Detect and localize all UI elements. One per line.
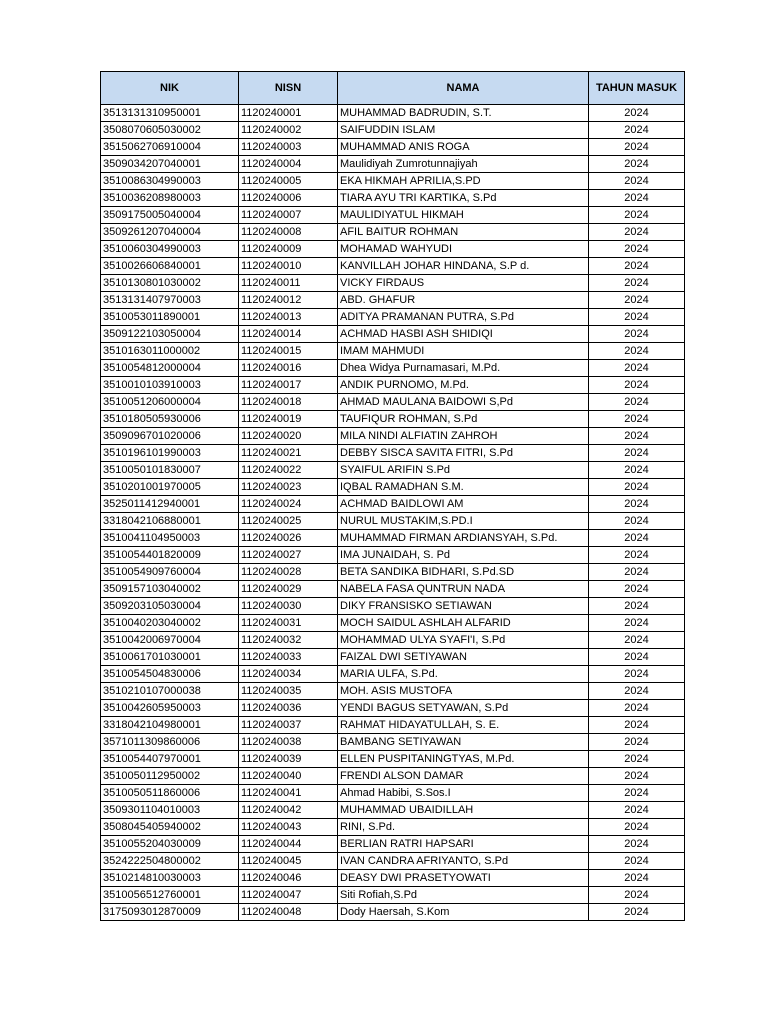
cell-nama: ACHMAD BAIDLOWI AM bbox=[338, 496, 589, 513]
cell-tahun-masuk: 2024 bbox=[589, 785, 685, 802]
cell-nik: 3510051206000004 bbox=[101, 394, 239, 411]
table-row bbox=[101, 564, 685, 581]
cell-nik: 3508045405940002 bbox=[101, 819, 239, 836]
cell-nik: 3510026606840001 bbox=[101, 258, 239, 275]
cell-nisn: 1120240041 bbox=[239, 785, 338, 802]
cell-nisn: 1120240017 bbox=[239, 377, 338, 394]
cell-nik: 3510061701030001 bbox=[101, 649, 239, 666]
cell-tahun-masuk: 2024 bbox=[589, 445, 685, 462]
cell-nisn: 1120240044 bbox=[239, 836, 338, 853]
cell-nisn: 1120240002 bbox=[239, 122, 338, 139]
cell-nama: MOH. ASIS MUSTOFA bbox=[338, 683, 589, 700]
cell-nik: 3318042104980001 bbox=[101, 717, 239, 734]
cell-nama: IMAM MAHMUDI bbox=[338, 343, 589, 360]
cell-tahun-masuk: 2024 bbox=[589, 428, 685, 445]
cell-nama: DEBBY SISCA SAVITA FITRI, S.Pd bbox=[338, 445, 589, 462]
cell-tahun-masuk: 2024 bbox=[589, 275, 685, 292]
cell-nik: 3510130801030002 bbox=[101, 275, 239, 292]
cell-tahun-masuk: 2024 bbox=[589, 105, 685, 122]
cell-nama: MUHAMMAD BADRUDIN, S.T. bbox=[338, 105, 589, 122]
cell-nisn: 1120240007 bbox=[239, 207, 338, 224]
header-row bbox=[101, 72, 685, 105]
cell-nik: 3510041104950003 bbox=[101, 530, 239, 547]
table-row bbox=[101, 547, 685, 564]
cell-nama: TIARA AYU TRI KARTIKA, S.Pd bbox=[338, 190, 589, 207]
cell-nisn: 1120240012 bbox=[239, 292, 338, 309]
table-row bbox=[101, 734, 685, 751]
cell-nama: MOCH SAIDUL ASHLAH ALFARID bbox=[338, 615, 589, 632]
cell-nik: 3510040203040002 bbox=[101, 615, 239, 632]
cell-nisn: 1120240040 bbox=[239, 768, 338, 785]
cell-tahun-masuk: 2024 bbox=[589, 122, 685, 139]
cell-tahun-masuk: 2024 bbox=[589, 853, 685, 870]
cell-tahun-masuk: 2024 bbox=[589, 207, 685, 224]
cell-nama: NABELA FASA QUNTRUN NADA bbox=[338, 581, 589, 598]
cell-nama: SAIFUDDIN ISLAM bbox=[338, 122, 589, 139]
table-row bbox=[101, 870, 685, 887]
cell-nisn: 1120240027 bbox=[239, 547, 338, 564]
cell-nik: 3510196101990003 bbox=[101, 445, 239, 462]
cell-nisn: 1120240003 bbox=[239, 139, 338, 156]
cell-nisn: 1120240013 bbox=[239, 309, 338, 326]
header-nisn: NISN bbox=[239, 72, 338, 105]
cell-tahun-masuk: 2024 bbox=[589, 360, 685, 377]
cell-tahun-masuk: 2024 bbox=[589, 768, 685, 785]
cell-tahun-masuk: 2024 bbox=[589, 173, 685, 190]
table-row bbox=[101, 462, 685, 479]
table-row bbox=[101, 190, 685, 207]
cell-tahun-masuk: 2024 bbox=[589, 615, 685, 632]
cell-nisn: 1120240020 bbox=[239, 428, 338, 445]
cell-tahun-masuk: 2024 bbox=[589, 547, 685, 564]
cell-tahun-masuk: 2024 bbox=[589, 190, 685, 207]
cell-nik: 3510055204030009 bbox=[101, 836, 239, 853]
cell-nik: 3509096701020006 bbox=[101, 428, 239, 445]
cell-tahun-masuk: 2024 bbox=[589, 751, 685, 768]
table-row bbox=[101, 751, 685, 768]
cell-nisn: 1120240028 bbox=[239, 564, 338, 581]
cell-nik: 3509122103050004 bbox=[101, 326, 239, 343]
cell-nama: MUHAMMAD FIRMAN ARDIANSYAH, S.Pd. bbox=[338, 530, 589, 547]
cell-nisn: 1120240016 bbox=[239, 360, 338, 377]
cell-nama: EKA HIKMAH APRILIA,S.PD bbox=[338, 173, 589, 190]
cell-tahun-masuk: 2024 bbox=[589, 819, 685, 836]
cell-tahun-masuk: 2024 bbox=[589, 224, 685, 241]
table-row bbox=[101, 904, 685, 921]
cell-nik: 3509301104010003 bbox=[101, 802, 239, 819]
cell-nama: AHMAD MAULANA BAIDOWI S,Pd bbox=[338, 394, 589, 411]
header-nama: NAMA bbox=[338, 72, 589, 105]
table-row bbox=[101, 241, 685, 258]
table-row bbox=[101, 700, 685, 717]
cell-nisn: 1120240029 bbox=[239, 581, 338, 598]
cell-tahun-masuk: 2024 bbox=[589, 836, 685, 853]
header-nik: NIK bbox=[101, 72, 239, 105]
cell-nisn: 1120240038 bbox=[239, 734, 338, 751]
table-row bbox=[101, 275, 685, 292]
cell-nisn: 1120240043 bbox=[239, 819, 338, 836]
cell-tahun-masuk: 2024 bbox=[589, 394, 685, 411]
cell-tahun-masuk: 2024 bbox=[589, 343, 685, 360]
table-header bbox=[101, 72, 685, 105]
cell-nisn: 1120240010 bbox=[239, 258, 338, 275]
cell-nama: MOHAMAD WAHYUDI bbox=[338, 241, 589, 258]
table-row bbox=[101, 326, 685, 343]
table-row bbox=[101, 105, 685, 122]
table-row bbox=[101, 666, 685, 683]
cell-nisn: 1120240014 bbox=[239, 326, 338, 343]
cell-nisn: 1120240008 bbox=[239, 224, 338, 241]
cell-nik: 3175093012870009 bbox=[101, 904, 239, 921]
table-row bbox=[101, 853, 685, 870]
cell-nama: Maulidiyah Zumrotunnajiyah bbox=[338, 156, 589, 173]
cell-nama: YENDI BAGUS SETYAWAN, S.Pd bbox=[338, 700, 589, 717]
cell-nisn: 1120240047 bbox=[239, 887, 338, 904]
cell-nama: RINI, S.Pd. bbox=[338, 819, 589, 836]
cell-tahun-masuk: 2024 bbox=[589, 156, 685, 173]
cell-nik: 3510210107000038 bbox=[101, 683, 239, 700]
cell-nama: ACHMAD HASBI ASH SHIDIQI bbox=[338, 326, 589, 343]
cell-nama: DEASY DWI PRASETYOWATI bbox=[338, 870, 589, 887]
cell-nama: ANDIK PURNOMO, M.Pd. bbox=[338, 377, 589, 394]
cell-tahun-masuk: 2024 bbox=[589, 666, 685, 683]
cell-tahun-masuk: 2024 bbox=[589, 462, 685, 479]
cell-nik: 3510214810030003 bbox=[101, 870, 239, 887]
table-row bbox=[101, 258, 685, 275]
cell-nisn: 1120240006 bbox=[239, 190, 338, 207]
table-row bbox=[101, 632, 685, 649]
cell-nik: 3513131407970003 bbox=[101, 292, 239, 309]
header-tahun-masuk: TAHUN MASUK bbox=[589, 72, 685, 105]
cell-tahun-masuk: 2024 bbox=[589, 598, 685, 615]
cell-nik: 3510010103910003 bbox=[101, 377, 239, 394]
cell-nama: ABD. GHAFUR bbox=[338, 292, 589, 309]
table-row bbox=[101, 496, 685, 513]
table-row bbox=[101, 343, 685, 360]
cell-nisn: 1120240023 bbox=[239, 479, 338, 496]
table-row bbox=[101, 394, 685, 411]
cell-tahun-masuk: 2024 bbox=[589, 258, 685, 275]
table-row bbox=[101, 513, 685, 530]
cell-tahun-masuk: 2024 bbox=[589, 377, 685, 394]
cell-nik: 3509157103040002 bbox=[101, 581, 239, 598]
cell-nik: 3510054407970001 bbox=[101, 751, 239, 768]
data-table bbox=[100, 71, 685, 921]
cell-nama: Ahmad Habibi, S.Sos.I bbox=[338, 785, 589, 802]
cell-nisn: 1120240019 bbox=[239, 411, 338, 428]
cell-nama: FRENDI ALSON DAMAR bbox=[338, 768, 589, 785]
cell-nisn: 1120240026 bbox=[239, 530, 338, 547]
cell-nisn: 1120240018 bbox=[239, 394, 338, 411]
cell-nama: BERLIAN RATRI HAPSARI bbox=[338, 836, 589, 853]
cell-nama: AFIL BAITUR ROHMAN bbox=[338, 224, 589, 241]
table-row bbox=[101, 768, 685, 785]
table-row bbox=[101, 445, 685, 462]
cell-tahun-masuk: 2024 bbox=[589, 564, 685, 581]
cell-nisn: 1120240039 bbox=[239, 751, 338, 768]
cell-nisn: 1120240036 bbox=[239, 700, 338, 717]
cell-nisn: 1120240046 bbox=[239, 870, 338, 887]
table-row bbox=[101, 207, 685, 224]
cell-nama: KANVILLAH JOHAR HINDANA, S.P d. bbox=[338, 258, 589, 275]
cell-nik: 3509034207040001 bbox=[101, 156, 239, 173]
cell-nik: 3510050511860006 bbox=[101, 785, 239, 802]
cell-tahun-masuk: 2024 bbox=[589, 326, 685, 343]
cell-nisn: 1120240030 bbox=[239, 598, 338, 615]
cell-tahun-masuk: 2024 bbox=[589, 632, 685, 649]
cell-tahun-masuk: 2024 bbox=[589, 513, 685, 530]
cell-tahun-masuk: 2024 bbox=[589, 479, 685, 496]
table-row bbox=[101, 785, 685, 802]
cell-nik: 3571011309860006 bbox=[101, 734, 239, 751]
cell-tahun-masuk: 2024 bbox=[589, 292, 685, 309]
cell-nik: 3525011412940001 bbox=[101, 496, 239, 513]
cell-tahun-masuk: 2024 bbox=[589, 717, 685, 734]
cell-nik: 3510036208980003 bbox=[101, 190, 239, 207]
cell-nisn: 1120240035 bbox=[239, 683, 338, 700]
cell-nama: IMA JUNAIDAH, S. Pd bbox=[338, 547, 589, 564]
table-row bbox=[101, 428, 685, 445]
cell-nama: BAMBANG SETIYAWAN bbox=[338, 734, 589, 751]
cell-tahun-masuk: 2024 bbox=[589, 700, 685, 717]
cell-nisn: 1120240005 bbox=[239, 173, 338, 190]
cell-tahun-masuk: 2024 bbox=[589, 241, 685, 258]
cell-nisn: 1120240037 bbox=[239, 717, 338, 734]
cell-tahun-masuk: 2024 bbox=[589, 904, 685, 921]
table-row bbox=[101, 224, 685, 241]
cell-nik: 3510054401820009 bbox=[101, 547, 239, 564]
cell-tahun-masuk: 2024 bbox=[589, 887, 685, 904]
cell-nama: VICKY FIRDAUS bbox=[338, 275, 589, 292]
table-row bbox=[101, 887, 685, 904]
table-row bbox=[101, 479, 685, 496]
cell-tahun-masuk: 2024 bbox=[589, 530, 685, 547]
cell-tahun-masuk: 2024 bbox=[589, 139, 685, 156]
cell-nama: BETA SANDIKA BIDHARI, S.Pd.SD bbox=[338, 564, 589, 581]
table-row bbox=[101, 615, 685, 632]
cell-nama: MARIA ULFA, S.Pd. bbox=[338, 666, 589, 683]
table-row bbox=[101, 802, 685, 819]
cell-nik: 3510042006970004 bbox=[101, 632, 239, 649]
cell-nik: 3508070605030002 bbox=[101, 122, 239, 139]
cell-nama: DIKY FRANSISKO SETIAWAN bbox=[338, 598, 589, 615]
cell-nama: MUHAMMAD ANIS ROGA bbox=[338, 139, 589, 156]
cell-nisn: 1120240042 bbox=[239, 802, 338, 819]
cell-nik: 3515062706910004 bbox=[101, 139, 239, 156]
cell-nama: Dhea Widya Purnamasari, M.Pd. bbox=[338, 360, 589, 377]
cell-nik: 3524222504800002 bbox=[101, 853, 239, 870]
table-row bbox=[101, 581, 685, 598]
cell-nisn: 1120240034 bbox=[239, 666, 338, 683]
cell-tahun-masuk: 2024 bbox=[589, 734, 685, 751]
cell-nama: NURUL MUSTAKIM,S.PD.I bbox=[338, 513, 589, 530]
table-row bbox=[101, 819, 685, 836]
table-row bbox=[101, 836, 685, 853]
cell-tahun-masuk: 2024 bbox=[589, 411, 685, 428]
cell-nama: MILA NINDI ALFIATIN ZAHROH bbox=[338, 428, 589, 445]
cell-nik: 3510060304990003 bbox=[101, 241, 239, 258]
cell-nama: IQBAL RAMADHAN S.M. bbox=[338, 479, 589, 496]
cell-nisn: 1120240004 bbox=[239, 156, 338, 173]
cell-nik: 3510201001970005 bbox=[101, 479, 239, 496]
cell-tahun-masuk: 2024 bbox=[589, 581, 685, 598]
cell-nik: 3510086304990003 bbox=[101, 173, 239, 190]
cell-nisn: 1120240024 bbox=[239, 496, 338, 513]
cell-nisn: 1120240025 bbox=[239, 513, 338, 530]
cell-tahun-masuk: 2024 bbox=[589, 683, 685, 700]
cell-nama: ADITYA PRAMANAN PUTRA, S.Pd bbox=[338, 309, 589, 326]
table-row bbox=[101, 717, 685, 734]
table-row bbox=[101, 156, 685, 173]
cell-tahun-masuk: 2024 bbox=[589, 649, 685, 666]
cell-nama: MUHAMMAD UBAIDILLAH bbox=[338, 802, 589, 819]
cell-nik: 3510050101830007 bbox=[101, 462, 239, 479]
cell-nisn: 1120240015 bbox=[239, 343, 338, 360]
cell-nisn: 1120240021 bbox=[239, 445, 338, 462]
cell-tahun-masuk: 2024 bbox=[589, 870, 685, 887]
cell-tahun-masuk: 2024 bbox=[589, 496, 685, 513]
table-row bbox=[101, 122, 685, 139]
cell-nama: MAULIDIYATUL HIKMAH bbox=[338, 207, 589, 224]
cell-nisn: 1120240009 bbox=[239, 241, 338, 258]
cell-nisn: 1120240033 bbox=[239, 649, 338, 666]
cell-nama: MOHAMMAD ULYA SYAFI'I, S.Pd bbox=[338, 632, 589, 649]
table-row bbox=[101, 139, 685, 156]
table-row bbox=[101, 292, 685, 309]
cell-nisn: 1120240001 bbox=[239, 105, 338, 122]
cell-nik: 3318042106880001 bbox=[101, 513, 239, 530]
cell-nik: 3509261207040004 bbox=[101, 224, 239, 241]
table-row bbox=[101, 649, 685, 666]
cell-nisn: 1120240022 bbox=[239, 462, 338, 479]
cell-nisn: 1120240045 bbox=[239, 853, 338, 870]
cell-nik: 3509175005040004 bbox=[101, 207, 239, 224]
cell-nama: TAUFIQUR ROHMAN, S.Pd bbox=[338, 411, 589, 428]
cell-nisn: 1120240031 bbox=[239, 615, 338, 632]
cell-tahun-masuk: 2024 bbox=[589, 309, 685, 326]
cell-nik: 3509203105030004 bbox=[101, 598, 239, 615]
table-body bbox=[101, 105, 685, 921]
cell-nama: ELLEN PUSPITANINGTYAS, M.Pd. bbox=[338, 751, 589, 768]
cell-nik: 3510042605950003 bbox=[101, 700, 239, 717]
cell-nik: 3513131310950001 bbox=[101, 105, 239, 122]
cell-tahun-masuk: 2024 bbox=[589, 802, 685, 819]
table-row bbox=[101, 309, 685, 326]
table-row bbox=[101, 598, 685, 615]
cell-nama: FAIZAL DWI SETIYAWAN bbox=[338, 649, 589, 666]
cell-nik: 3510054504830006 bbox=[101, 666, 239, 683]
cell-nisn: 1120240032 bbox=[239, 632, 338, 649]
cell-nama: Siti Rofiah,S.Pd bbox=[338, 887, 589, 904]
cell-nisn: 1120240011 bbox=[239, 275, 338, 292]
table-row bbox=[101, 377, 685, 394]
table-row bbox=[101, 683, 685, 700]
cell-nik: 3510053011890001 bbox=[101, 309, 239, 326]
cell-nisn: 1120240048 bbox=[239, 904, 338, 921]
table-row bbox=[101, 173, 685, 190]
cell-nik: 3510180505930006 bbox=[101, 411, 239, 428]
cell-nik: 3510050112950002 bbox=[101, 768, 239, 785]
cell-nik: 3510163011000002 bbox=[101, 343, 239, 360]
table-row bbox=[101, 411, 685, 428]
cell-nama: Dody Haersah, S.Kom bbox=[338, 904, 589, 921]
cell-nik: 3510054812000004 bbox=[101, 360, 239, 377]
cell-nama: IVAN CANDRA AFRIYANTO, S.Pd bbox=[338, 853, 589, 870]
table-row bbox=[101, 530, 685, 547]
cell-nama: SYAIFUL ARIFIN S.Pd bbox=[338, 462, 589, 479]
cell-nik: 3510056512760001 bbox=[101, 887, 239, 904]
table-row bbox=[101, 360, 685, 377]
cell-nama: RAHMAT HIDAYATULLAH, S. E. bbox=[338, 717, 589, 734]
cell-nik: 3510054909760004 bbox=[101, 564, 239, 581]
